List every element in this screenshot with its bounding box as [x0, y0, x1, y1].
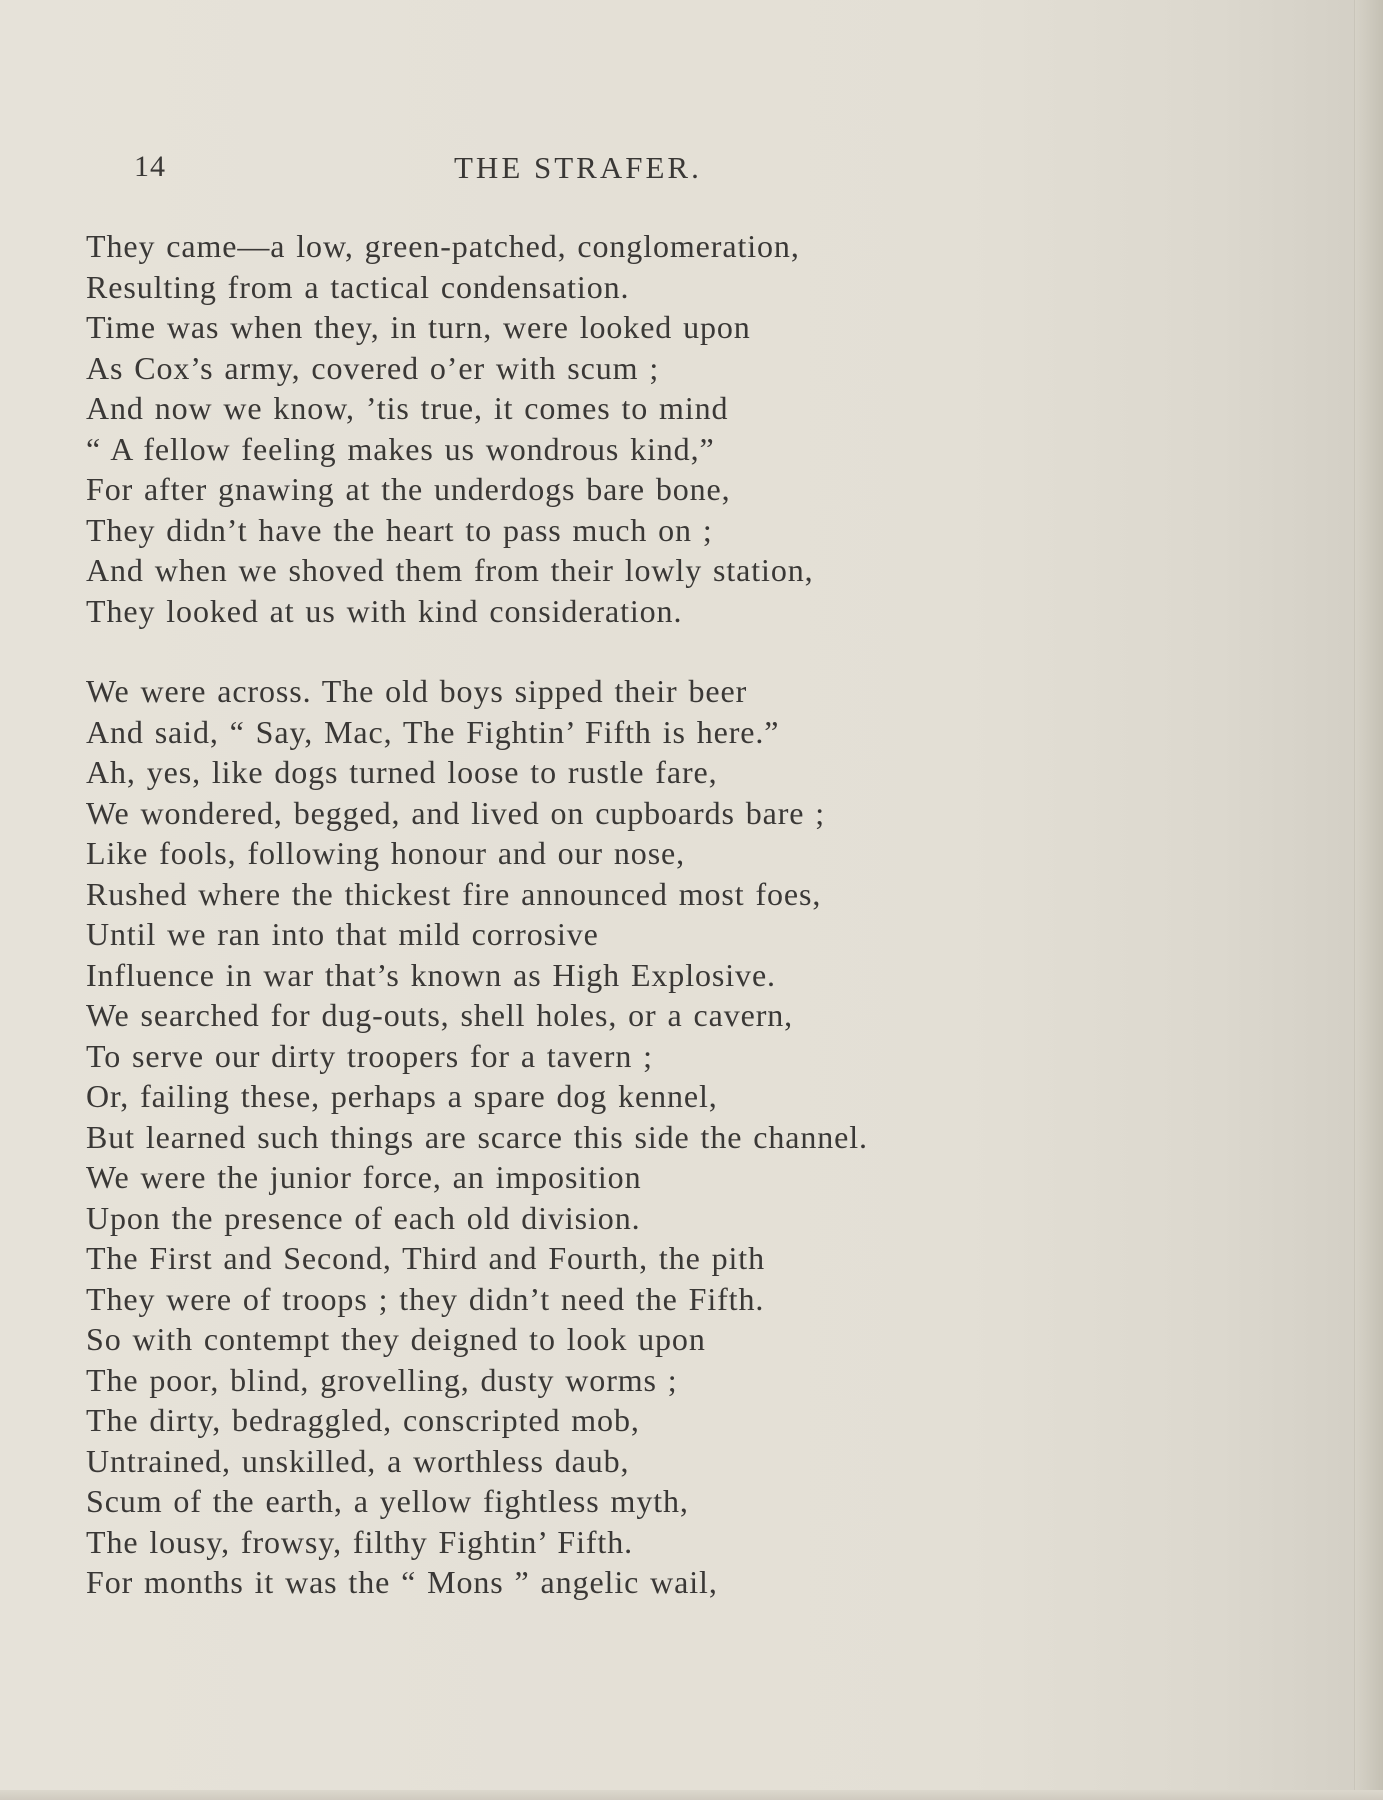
poem-line: So with contempt they deigned to look upon	[86, 1321, 706, 1357]
poem-line: To serve our dirty troopers for a tavern ;	[86, 1037, 653, 1074]
poem-body	[86, 226, 1126, 1603]
poem-line: We were across. The old boys sipped their beer	[86, 673, 748, 709]
poem-line: And said, “ Say, Mac, The Fightin’ Fifth is here.”	[86, 713, 780, 750]
poem-line: The lousy, frowsy, filthy Fightin’ Fifth.	[86, 1523, 634, 1560]
poem-line: Or, failing these, perhaps a spare dog kennel,	[86, 1078, 718, 1114]
poem-line: The First and Second, Third and Fourth, the pith	[86, 1240, 765, 1276]
poem-line: Time was when they, in turn, were looked upon	[86, 309, 751, 345]
page-number: 14	[134, 150, 166, 183]
running-title: THE STRAFER.	[454, 150, 702, 185]
stanza-2	[86, 671, 1126, 1603]
poem-line: Ah, yes, like dogs turned loose to rustle fare,	[86, 754, 718, 790]
poem-line: Until we ran into that mild corrosive	[86, 916, 599, 952]
poem-line: We searched for dug-outs, shell holes, or a cavern,	[86, 997, 794, 1033]
poem-line: We wondered, begged, and lived on cupboards bare ;	[86, 794, 826, 831]
poem-line: As Cox’s army, covered o’er with scum ;	[86, 349, 660, 386]
stanza-1	[86, 226, 1126, 631]
page-bottom-edge	[0, 1790, 1383, 1800]
poem-line: And when we shoved them from their lowly station,	[86, 552, 814, 588]
poem-line: They looked at us with kind consideration.	[86, 592, 683, 629]
poem-line: And now we know, ’tis true, it comes to mind	[86, 390, 729, 426]
poem-line: They were of troops ; they didn’t need the Fifth.	[86, 1280, 765, 1317]
poem-line: For months it was the “ Mons ” angelic wail,	[86, 1564, 718, 1600]
poem-line: They came—a low, green-patched, conglomeration,	[86, 228, 800, 264]
poem-line: For after gnawing at the underdogs bare bone,	[86, 471, 731, 507]
poem-line: Untrained, unskilled, a worthless daub,	[86, 1442, 630, 1479]
poem-line: Rushed where the thickest fire announced most foes,	[86, 875, 822, 912]
poem-line: We were the junior force, an imposition	[86, 1159, 642, 1195]
poem-line: The dirty, bedraggled, conscripted mob,	[86, 1402, 640, 1438]
page-gutter	[1354, 0, 1383, 1800]
poem-line: Resulting from a tactical condensation.	[86, 268, 630, 305]
poem-line: But learned such things are scarce this side the channel.	[86, 1118, 868, 1155]
poem-line: Influence in war that’s known as High Explosive.	[86, 956, 776, 993]
poem-line: The poor, blind, grovelling, dusty worms ;	[86, 1361, 678, 1398]
poem-line: They didn’t have the heart to pass much on ;	[86, 511, 713, 548]
poem-line: Scum of the earth, a yellow fightless myth,	[86, 1483, 689, 1519]
page-header	[134, 150, 1034, 196]
poem-line: “ A fellow feeling makes us wondrous kind,”	[86, 430, 715, 467]
poem-line: Like fools, following honour and our nose,	[86, 835, 686, 871]
poem-line: Upon the presence of each old division.	[86, 1199, 641, 1236]
